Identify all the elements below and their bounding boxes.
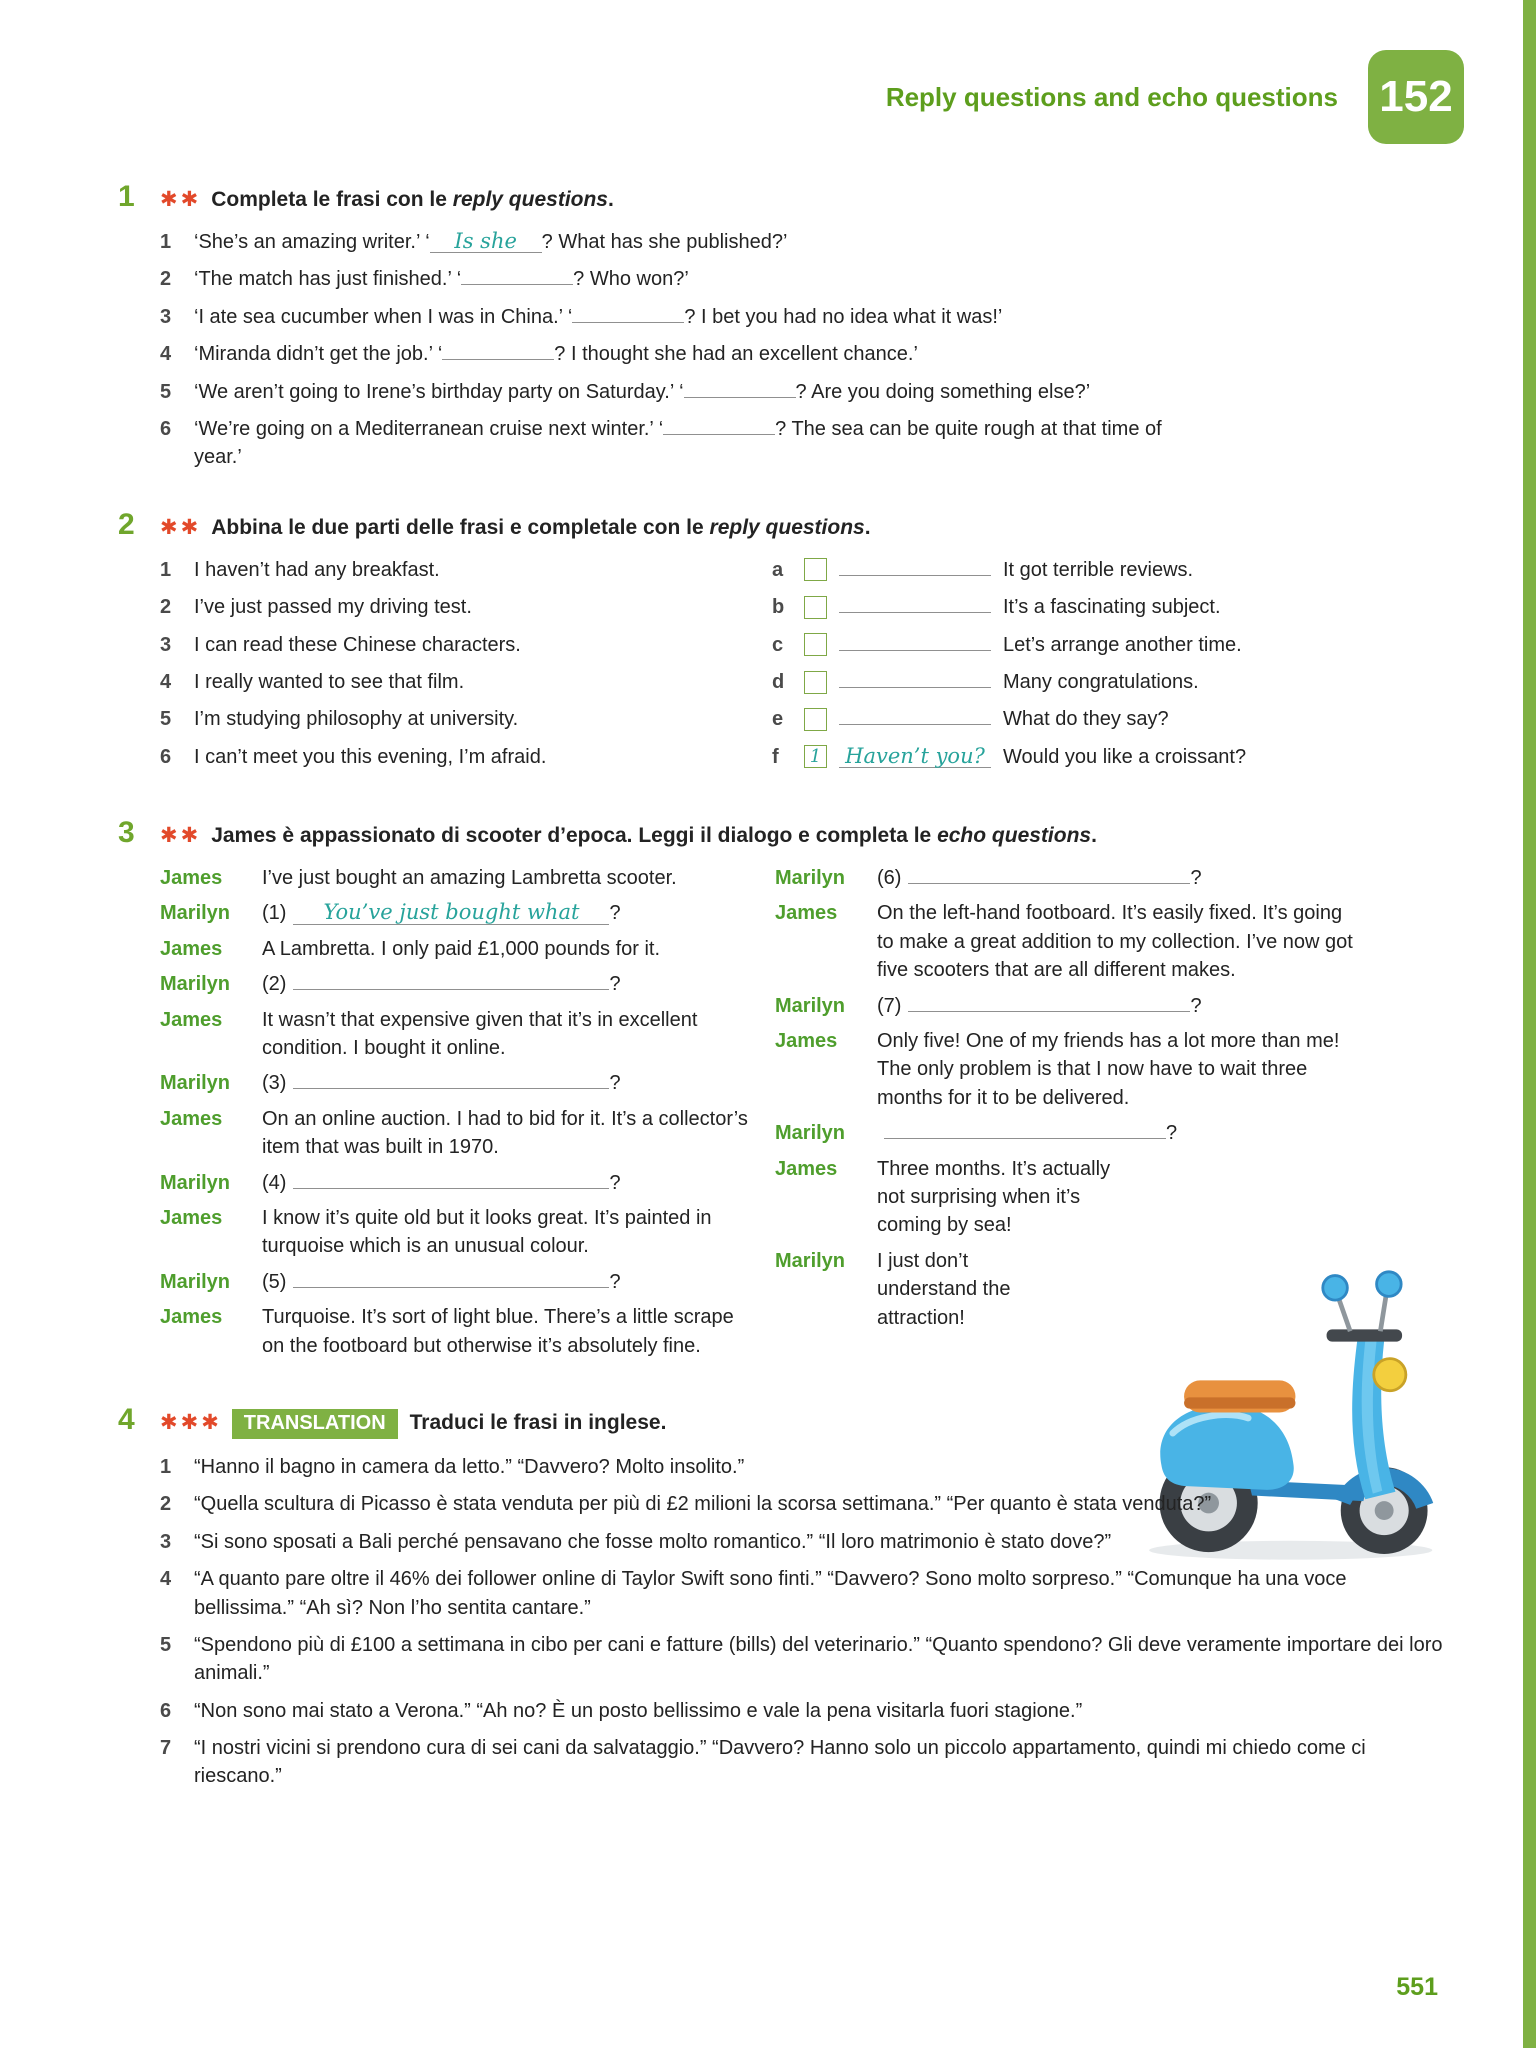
answer-blank bbox=[663, 434, 775, 435]
exercise-4 bbox=[118, 1402, 1450, 1791]
item-text: ‘Miranda didn’t get the job.’ ‘ ? I thought she had an excellent chance.’ bbox=[194, 343, 918, 366]
handwritten-match-number: 1 bbox=[809, 746, 822, 768]
dialogue-text: (1) You’ve just bought what ? bbox=[262, 900, 621, 925]
ex2-left-item bbox=[160, 593, 772, 621]
dialogue-row bbox=[775, 1119, 1425, 1147]
right-edge-bar bbox=[1523, 0, 1536, 2048]
item-number: 1 bbox=[160, 1455, 172, 1478]
exercise-number: 1 bbox=[118, 180, 135, 213]
item-ending: Would you like a croissant? bbox=[1003, 745, 1247, 768]
item-text: I’ve just passed my driving test. bbox=[194, 596, 472, 619]
item-number: 6 bbox=[160, 417, 172, 440]
answer-blank bbox=[839, 724, 991, 725]
ex2-left-item bbox=[160, 668, 772, 696]
item-letter: d bbox=[772, 670, 785, 693]
dialogue-text: Turquoise. It’s sort of light blue. There’s a little scrape on the footboard but otherwise it’s absolutely fine. bbox=[262, 1306, 734, 1357]
difficulty-stars: ✱✱✱ bbox=[160, 1410, 222, 1434]
item-letter: e bbox=[772, 708, 784, 731]
item-letter: b bbox=[772, 596, 785, 619]
exercise-number: 4 bbox=[118, 1402, 135, 1436]
item-text: “A quanto pare oltre il 46% dei follower online di Taylor Swift sono finti.” “Davvero? Sono molto sorpreso.” “Comunque ha una voce bellissima.” “Ah sì? Non l’ho sentita cantare.” bbox=[194, 1568, 1347, 1619]
item-number: 6 bbox=[160, 1699, 172, 1722]
item-number: 4 bbox=[160, 670, 172, 693]
page-header bbox=[160, 50, 1464, 144]
dialogue-row bbox=[160, 970, 748, 998]
exercise-title: Traduci le frasi in inglese. bbox=[409, 1410, 667, 1434]
answer-blank bbox=[293, 1287, 609, 1288]
answer-blank bbox=[839, 575, 991, 576]
item-text: “Quella scultura di Picasso è stata venduta per più di £2 milioni la scorsa settimana.” “Per quanto è stata venduta?” bbox=[194, 1493, 1212, 1516]
ex2-right-item bbox=[772, 631, 1450, 659]
match-checkbox bbox=[804, 558, 827, 581]
item-ending: Many congratulations. bbox=[1003, 670, 1199, 693]
page-number: 551 bbox=[1396, 1973, 1438, 2001]
answer-blank: Haven’t you? bbox=[839, 745, 991, 768]
speaker-label: James bbox=[160, 1306, 223, 1329]
ex4-item bbox=[160, 1565, 1450, 1622]
answer-blank bbox=[293, 989, 609, 990]
speaker-label: James bbox=[160, 1107, 223, 1130]
answer-blank bbox=[908, 883, 1190, 884]
item-number: 1 bbox=[160, 231, 172, 253]
exercise-title: James è appassionato di scooter d’epoca. Leggi il dialogo e completa le echo questions. bbox=[211, 824, 1097, 848]
item-number: 5 bbox=[160, 380, 172, 403]
item-ending: What do they say? bbox=[1003, 708, 1169, 731]
dialogue-row bbox=[160, 899, 748, 927]
item-text: I really wanted to see that film. bbox=[194, 670, 465, 693]
item-number: 2 bbox=[160, 1493, 172, 1516]
ex1-item bbox=[160, 303, 1450, 331]
item-text: I can read these Chinese characters. bbox=[194, 633, 521, 656]
dialogue-text: (7) ? bbox=[877, 994, 1202, 1017]
dialogue-text: I just don’t understand the attraction! bbox=[877, 1249, 1011, 1329]
translation-badge: TRANSLATION bbox=[232, 1409, 398, 1439]
ex2-left-item bbox=[160, 631, 772, 659]
ex1-item bbox=[160, 415, 1450, 472]
match-checkbox bbox=[804, 596, 827, 619]
item-text: “Hanno il bagno in camera da letto.” “Davvero? Molto insolito.” bbox=[194, 1455, 745, 1478]
difficulty-stars: ✱✱ bbox=[160, 824, 202, 848]
dialogue-row bbox=[775, 899, 1425, 984]
matching-columns bbox=[160, 556, 1450, 780]
answer-blank bbox=[684, 397, 796, 398]
page-header-title: Reply questions and echo questions bbox=[885, 81, 1338, 112]
item-ending: Let’s arrange another time. bbox=[1003, 633, 1242, 656]
item-number: 1 bbox=[160, 558, 172, 581]
item-letter: a bbox=[772, 558, 784, 581]
match-checkbox bbox=[804, 671, 827, 694]
dialogue-row bbox=[160, 1169, 748, 1197]
item-text: ‘We’re going on a Mediterranean cruise next winter.’ ‘ ? The sea can be quite rough at that time of year.’ bbox=[194, 417, 1162, 469]
speaker-label: Marilyn bbox=[160, 1072, 231, 1095]
match-checkbox bbox=[804, 633, 827, 656]
ex4-item bbox=[160, 1697, 1450, 1725]
item-text: “I nostri vicini si prendono cura di sei cani da salvataggio.” “Davvero? Hanno solo un piccolo appartamento, quindi mi chiedo come ci riescano.” bbox=[194, 1737, 1366, 1788]
answer-blank bbox=[293, 1088, 609, 1089]
answer-blank bbox=[839, 650, 991, 651]
answer-blank: You’ve just bought what bbox=[293, 901, 609, 924]
answer-blank bbox=[461, 284, 573, 285]
item-text: I can’t meet you this evening, I’m afraid. bbox=[194, 745, 547, 768]
dialogue-text: (6) ? bbox=[877, 867, 1202, 890]
item-number: 2 bbox=[160, 596, 172, 619]
dialogue-text: (5) ? bbox=[262, 1270, 621, 1293]
item-text: “Non sono mai stato a Verona.” “Ah no? È un posto bellissimo e vale la pena visitarla fuori stagione.” bbox=[194, 1699, 1083, 1722]
speaker-label: James bbox=[160, 937, 223, 960]
item-number: 3 bbox=[160, 1530, 172, 1553]
speaker-label: James bbox=[160, 1206, 223, 1229]
dialogue-text: A Lambretta. I only paid £1,000 pounds for it. bbox=[262, 937, 661, 960]
speaker-label: Marilyn bbox=[775, 1249, 846, 1272]
ex2-right-item bbox=[772, 668, 1450, 696]
answer-blank bbox=[839, 687, 991, 688]
speaker-label: Marilyn bbox=[775, 867, 846, 890]
item-number: 2 bbox=[160, 268, 172, 291]
dialogue-row bbox=[775, 864, 1425, 892]
dialogue-row bbox=[775, 1155, 1425, 1240]
exercise-2-heading bbox=[118, 508, 1450, 542]
exercise-1-heading bbox=[118, 180, 1450, 214]
matching-right-column bbox=[772, 556, 1450, 780]
speaker-label: Marilyn bbox=[160, 902, 231, 925]
dialogue-text: Three months. It’s actually not surprising when it’s coming by sea! bbox=[877, 1157, 1111, 1237]
ex1-item bbox=[160, 265, 1450, 293]
item-number: 3 bbox=[160, 633, 172, 656]
answer-blank bbox=[884, 1138, 1166, 1139]
speaker-label: Marilyn bbox=[160, 1270, 231, 1293]
exercise-3-heading bbox=[118, 816, 1450, 850]
dialogue-row bbox=[160, 1105, 748, 1162]
dialogue-row bbox=[160, 935, 748, 963]
exercise-title: Completa le frasi con le reply questions. bbox=[211, 188, 614, 211]
answer-blank bbox=[908, 1011, 1190, 1012]
dialogue-text: On the left-hand footboard. It’s easily fixed. It’s going to make a great addition to my collection. I’ve now got five scooters that are all different makes. bbox=[877, 902, 1353, 982]
difficulty-stars: ✱✱ bbox=[160, 188, 202, 211]
speaker-label: James bbox=[775, 1030, 838, 1053]
item-text: ‘We aren’t going to Irene’s birthday party on Saturday.’ ‘ ? Are you doing something else?’ bbox=[194, 380, 1091, 403]
item-number: 3 bbox=[160, 305, 172, 328]
dialogue-text: On an online auction. I had to bid for it. It’s a collector’s item that was built in 1970. bbox=[262, 1107, 748, 1159]
exercise-2 bbox=[118, 507, 1450, 780]
speaker-label: James bbox=[160, 1008, 223, 1031]
difficulty-stars: ✱✱ bbox=[160, 515, 202, 539]
dialogue-text: (3) ? bbox=[262, 1072, 621, 1095]
dialogue-row bbox=[160, 1069, 748, 1097]
ex2-right-item bbox=[772, 743, 1450, 771]
item-number: 5 bbox=[160, 708, 172, 731]
item-number: 5 bbox=[160, 1633, 172, 1656]
dialogue bbox=[160, 864, 1450, 1367]
exercise-3 bbox=[118, 816, 1450, 1367]
speaker-label: Marilyn bbox=[160, 1171, 231, 1194]
exercise-title: Abbina le due parti delle frasi e completale con le reply questions. bbox=[211, 515, 871, 539]
speaker-label: Marilyn bbox=[160, 973, 231, 996]
dialogue-text: ? bbox=[877, 1119, 1357, 1147]
item-ending: It got terrible reviews. bbox=[1003, 558, 1194, 581]
item-text: ‘The match has just finished.’ ‘ ? Who won?’ bbox=[194, 268, 689, 291]
answer-blank: Is she bbox=[430, 230, 542, 253]
answer-blank bbox=[839, 612, 991, 613]
ex1-item bbox=[160, 378, 1450, 406]
item-letter: f bbox=[772, 745, 779, 768]
exercise-1 bbox=[118, 180, 1450, 472]
exercise-number: 2 bbox=[118, 507, 135, 541]
ex2-right-item bbox=[772, 593, 1450, 621]
ex4-item bbox=[160, 1453, 1450, 1481]
dialogue-text: Only five! One of my friends has a lot more than me! The only problem is that I now have to wait three months for it to be delivered. bbox=[877, 1030, 1340, 1109]
speaker-label: James bbox=[775, 902, 838, 925]
item-text: ‘She’s an amazing writer.’ ‘ Is she ? What has she published?’ bbox=[194, 229, 788, 253]
matching-left-column bbox=[160, 556, 772, 780]
dialogue-row bbox=[160, 1303, 748, 1360]
dialogue-row bbox=[160, 864, 748, 892]
dialogue-text: I know it’s quite old but it looks great. It’s painted in turquoise which is an unusual colour. bbox=[262, 1206, 712, 1258]
dialogue-row bbox=[775, 992, 1425, 1020]
item-number: 6 bbox=[160, 745, 172, 768]
speaker-label: James bbox=[160, 867, 223, 890]
exercise-4-heading bbox=[118, 1403, 1450, 1439]
answer-blank bbox=[442, 359, 554, 360]
ex1-item bbox=[160, 228, 1450, 256]
item-text: “Spendono più di £100 a settimana in cibo per cani e fatture (bills) del veterinario.” “Quanto spendono? Gli deve veramente importare dei loro animali.” bbox=[194, 1633, 1443, 1685]
dialogue-left-column bbox=[160, 864, 748, 1367]
answer-blank bbox=[293, 1188, 609, 1189]
unit-number-badge: 152 bbox=[1368, 50, 1464, 144]
ex2-right-item bbox=[772, 705, 1450, 733]
dialogue-text: I’ve just bought an amazing Lambretta scooter. bbox=[262, 867, 677, 890]
item-letter: c bbox=[772, 633, 784, 656]
ex2-left-item bbox=[160, 705, 772, 733]
dialogue-text: (2) ? bbox=[262, 973, 621, 996]
ex4-item bbox=[160, 1631, 1450, 1688]
dialogue-text: It wasn’t that expensive given that it’s in excellent condition. I bought it online. bbox=[262, 1008, 698, 1060]
ex4-item bbox=[160, 1734, 1450, 1791]
item-text: I’m studying philosophy at university. bbox=[194, 708, 519, 731]
dialogue-row bbox=[160, 1204, 748, 1261]
match-checkbox bbox=[804, 708, 827, 731]
dialogue-text: (4) ? bbox=[262, 1171, 621, 1194]
dialogue-right-column bbox=[775, 864, 1425, 1367]
dialogue-row bbox=[160, 1268, 748, 1296]
item-text: I haven’t had any breakfast. bbox=[194, 558, 440, 581]
ex1-item bbox=[160, 340, 1450, 368]
exercise-number: 3 bbox=[118, 816, 135, 850]
item-number: 4 bbox=[160, 343, 172, 366]
ex2-left-item bbox=[160, 743, 772, 771]
speaker-label: James bbox=[775, 1157, 838, 1180]
item-text: ‘I ate sea cucumber when I was in China.’ ‘ ? I bet you had no idea what it was!’ bbox=[194, 305, 1003, 328]
ex4-item bbox=[160, 1528, 1450, 1556]
ex2-right-item bbox=[772, 556, 1450, 584]
match-checkbox bbox=[804, 745, 827, 768]
dialogue-row bbox=[160, 1006, 748, 1063]
answer-blank bbox=[572, 322, 684, 323]
dialogue-row bbox=[775, 1027, 1425, 1112]
ex2-left-item bbox=[160, 556, 772, 584]
item-number: 7 bbox=[160, 1737, 172, 1760]
item-text: “Si sono sposati a Bali perché pensavano che fosse molto romantico.” “Il loro matrimonio è stato dove?” bbox=[194, 1530, 1112, 1553]
item-ending: It’s a fascinating subject. bbox=[1003, 596, 1221, 619]
speaker-label: Marilyn bbox=[775, 1122, 846, 1145]
speaker-label: Marilyn bbox=[775, 994, 846, 1017]
ex4-item bbox=[160, 1490, 1450, 1518]
item-number: 4 bbox=[160, 1568, 172, 1591]
